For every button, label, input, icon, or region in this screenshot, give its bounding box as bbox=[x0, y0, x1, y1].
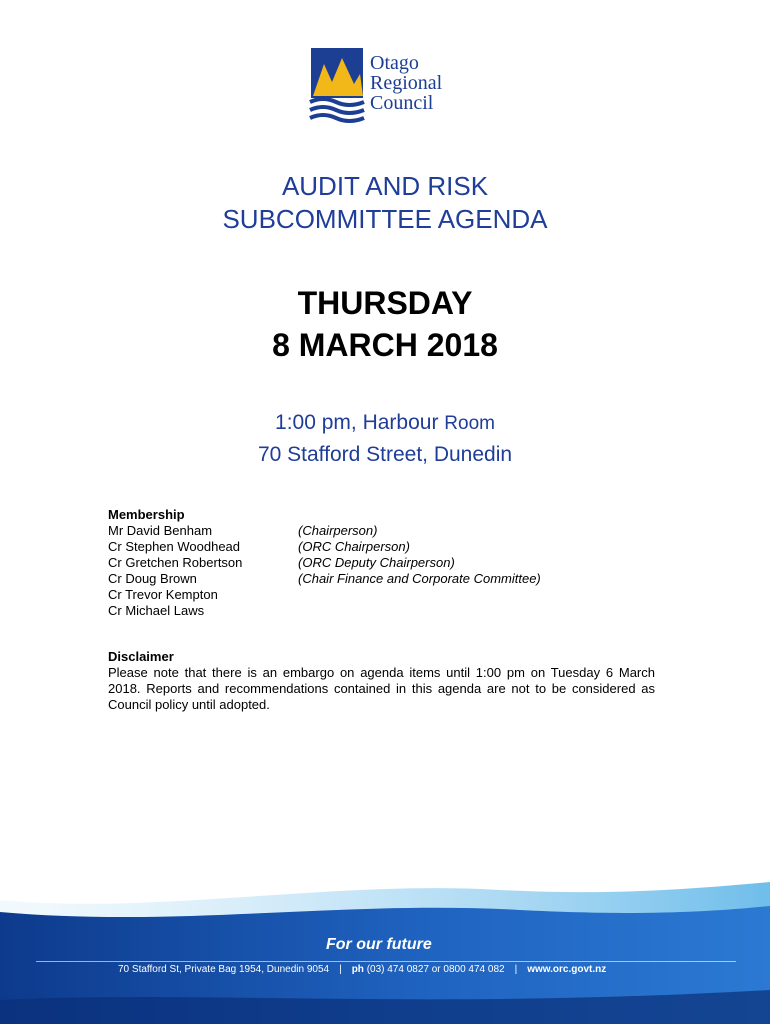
meeting-date bbox=[0, 282, 770, 366]
disclaimer-section bbox=[108, 649, 655, 713]
footer-phone-label: ph bbox=[351, 964, 364, 975]
member-row bbox=[108, 523, 378, 539]
footer-banner bbox=[0, 860, 770, 1024]
member-role: (Chair Finance and Corporate Committee) bbox=[298, 571, 541, 586]
member-name: Cr Michael Laws bbox=[108, 603, 205, 618]
footer-website-link[interactable]: www.orc.govt.nz bbox=[527, 964, 607, 975]
meeting-weekday: THURSDAY bbox=[297, 285, 473, 321]
member-role: (ORC Chairperson) bbox=[298, 539, 410, 554]
meeting-time-room-prefix: 1:00 pm, Harbour bbox=[275, 411, 445, 434]
member-role: (ORC Deputy Chairperson) bbox=[298, 555, 455, 570]
footer-address: 70 Stafford St, Private Bag 1954, Dunedin 9054 bbox=[118, 964, 330, 975]
meeting-room-suffix: Room bbox=[444, 413, 495, 434]
member-row bbox=[108, 603, 242, 619]
member-name: Mr David Benham bbox=[108, 523, 213, 538]
meeting-time-room bbox=[0, 407, 770, 439]
disclaimer-text: Please note that there is an embargo on agenda items until 1:00 pm on Tuesday 6 March 2018. Reports and recommendations contained in this agenda are not to be considered as Council policy until adopted. bbox=[108, 665, 655, 712]
orc-mountain-logo-icon bbox=[308, 46, 368, 126]
disclaimer-heading: Disclaimer bbox=[108, 649, 174, 664]
member-name: Cr Trevor Kempton bbox=[108, 587, 218, 602]
footer-tagline: For our future bbox=[326, 936, 432, 953]
member-name: Cr Stephen Woodhead bbox=[108, 539, 241, 554]
member-name: Cr Gretchen Robertson bbox=[108, 555, 243, 570]
footer-divider bbox=[36, 961, 736, 962]
meeting-address: 70 Stafford Street, Dunedin bbox=[257, 443, 513, 466]
meeting-venue bbox=[0, 407, 770, 470]
member-row bbox=[108, 539, 410, 555]
member-name: Cr Doug Brown bbox=[108, 571, 197, 586]
logo-line-1: Otago bbox=[370, 52, 419, 74]
footer-separator: | bbox=[514, 964, 518, 975]
membership-heading: Membership bbox=[108, 507, 185, 522]
logo-line-2: Regional bbox=[370, 72, 443, 94]
logo-line-3: Council bbox=[370, 92, 434, 114]
footer-phone: (03) 474 0827 or 0800 474 082 bbox=[366, 964, 505, 975]
member-row bbox=[108, 587, 242, 603]
footer-separator: | bbox=[339, 964, 342, 975]
member-row bbox=[108, 571, 541, 587]
agenda-title-line-2: SUBCOMMITTEE AGENDA bbox=[222, 204, 548, 234]
membership-section bbox=[108, 507, 541, 619]
member-role: (Chairperson) bbox=[298, 523, 378, 538]
agenda-title-line-1: AUDIT AND RISK bbox=[281, 171, 489, 201]
agenda-title bbox=[0, 170, 770, 236]
logo-wordmark bbox=[370, 53, 442, 113]
meeting-date-text: 8 MARCH 2018 bbox=[272, 327, 498, 363]
footer-contact bbox=[118, 964, 606, 975]
member-row bbox=[108, 555, 455, 571]
orc-logo bbox=[308, 46, 468, 126]
